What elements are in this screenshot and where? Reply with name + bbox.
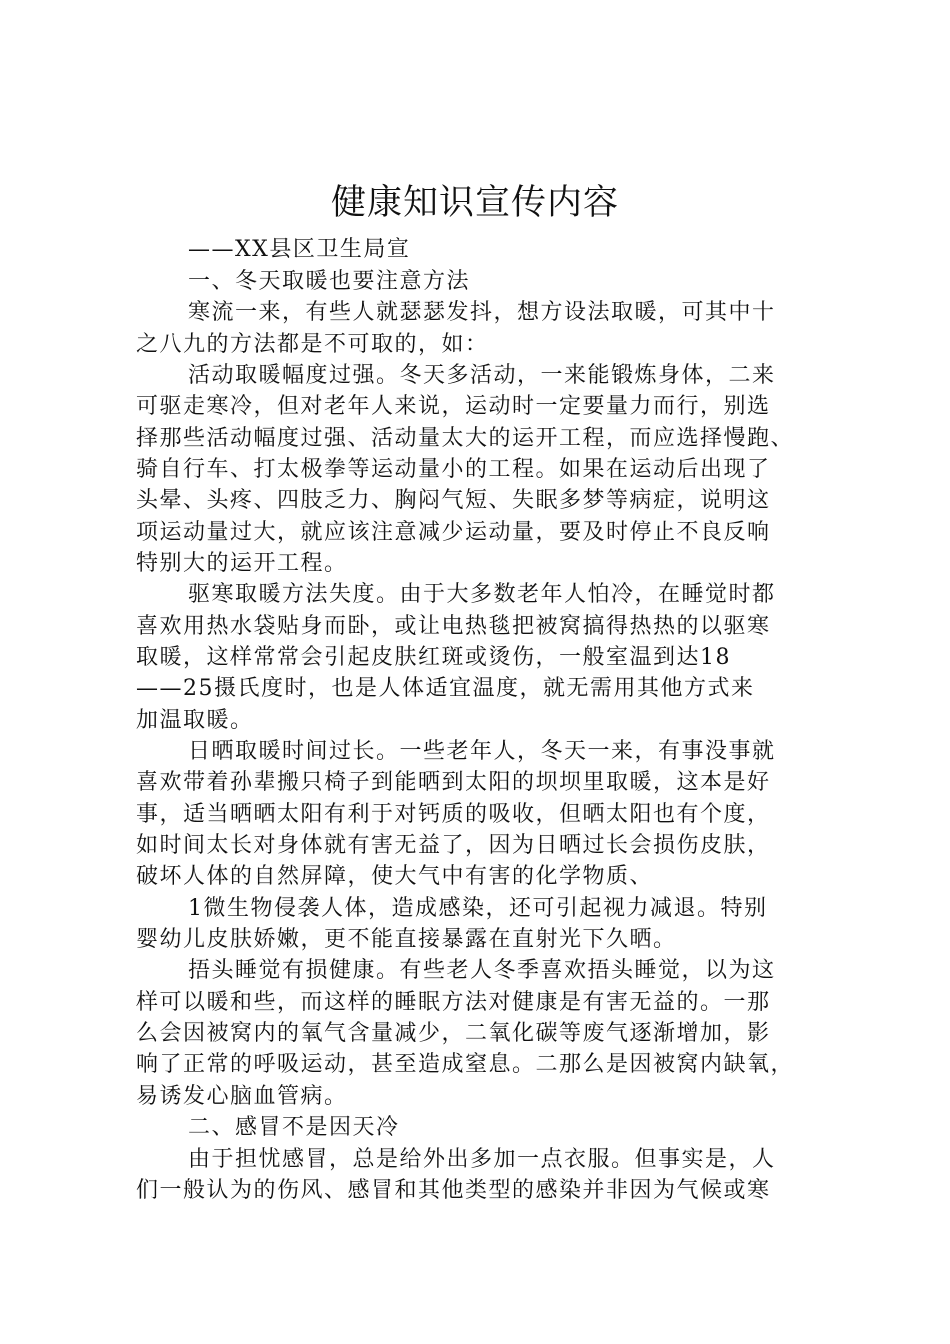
body-line: 1微生物侵袭人体，造成感染，还可引起视力减退。特别 (188, 896, 768, 921)
body-line: 破坏人体的自然屏障，使大气中有害的化学物质、 (136, 864, 654, 889)
body-line: 驱寒取暖方法失度。由于大多数老年人怕冷，在睡觉时都 (188, 582, 776, 607)
body-line: 骑自行车、打太极拳等运动量小的工程。如果在运动后出现了 (136, 457, 771, 482)
body-line: 喜欢用热水袋贴身而卧，或让电热毯把被窝搞得热热的以驱寒 (136, 614, 771, 639)
body-line: ——25摄氏度时，也是人体适宜温度，就无需用其他方式来 (136, 676, 755, 701)
body-line: 易诱发心脑血管病。 (136, 1084, 348, 1109)
body-line: 之八九的方法都是不可取的，如： (136, 332, 489, 357)
body-line: 活动取暖幅度过强。冬天多活动，一来能锻炼身体，二来 (188, 363, 776, 388)
document-title: 健康知识宣传内容 (330, 183, 619, 223)
body-line: 么会因被窝内的氧气含量减少，二氧化碳等废气逐渐增加，影 (136, 1021, 771, 1046)
body-line: 喜欢带着孙辈搬只椅子到能晒到太阳的坝坝里取暖，这本是好 (136, 770, 771, 795)
body-line: 响了正常的呼吸运动，甚至造成窒息。二那么是因被窝内缺氧， (136, 1052, 795, 1077)
section-heading-2: 二、感冒不是因天冷 (188, 1115, 400, 1140)
body-line: 可驱走寒冷，但对老年人来说，运动时一定要量力而行，别选 (136, 394, 771, 419)
body-line: 加温取暖。 (136, 708, 254, 733)
body-line: 寒流一来，有些人就瑟瑟发抖，想方设法取暖，可其中十 (188, 300, 776, 325)
body-line: 样可以暖和些，而这样的睡眠方法对健康是有害无益的。一那 (136, 990, 771, 1015)
body-line: 择那些活动幅度过强、活动量太大的运开工程，而应选择慢跑、 (136, 426, 795, 451)
section-heading-1: 一、冬天取暖也要注意方法 (188, 269, 471, 294)
body-line: 由于担忧感冒，总是给外出多加一点衣服。但事实是，人 (188, 1147, 776, 1172)
body-line: 头晕、头疼、四肢乏力、胸闷气短、失眠多梦等病症，说明这 (136, 488, 771, 513)
body-line: 如时间太长对身体就有害无益了，因为日晒过长会损伤皮肤， (136, 833, 771, 858)
body-line: 们一般认为的伤风、感冒和其他类型的感染并非因为气候或寒 (136, 1178, 771, 1203)
author-line: ——XX县区卫生局宣 (188, 237, 411, 262)
body-line: 取暖，这样常常会引起皮肤红斑或烫伤，一般室温到达18 (136, 645, 731, 670)
body-line: 婴幼儿皮肤娇嫩，更不能直接暴露在直射光下久晒。 (136, 927, 677, 952)
body-line: 特别大的运开工程。 (136, 551, 348, 576)
body-line: 日晒取暖时间过长。一些老年人，冬天一来，有事没事就 (188, 739, 776, 764)
body-line: 项运动量过大，就应该注意减少运动量，要及时停止不良反响 (136, 520, 771, 545)
body-line: 事，适当晒晒太阳有利于对钙质的吸收，但晒太阳也有个度， (136, 802, 771, 827)
body-line: 捂头睡觉有损健康。有些老人冬季喜欢捂头睡觉，以为这 (188, 958, 776, 983)
